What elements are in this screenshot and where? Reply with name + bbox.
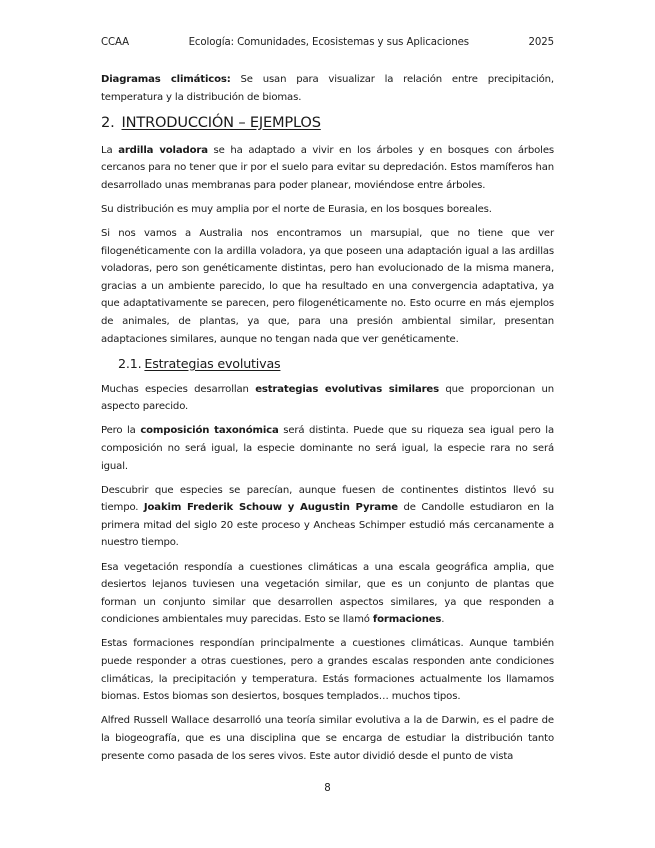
header-year: 2025 — [528, 37, 554, 48]
header-title: Ecología: Comunidades, Ecosistemas y sus Aplicaciones — [188, 37, 469, 48]
page-content — [101, 71, 554, 772]
intro-paragraph: Diagramas climáticos: Se usan para visualizar la relación entre precipitación, temperatura y la distribución de biomas. — [101, 74, 554, 103]
paragraph: Su distribución es muy amplia por el norte de Eurasia, en los bosques boreales. — [101, 203, 492, 215]
paragraph: Muchas especies desarrollan estrategias evolutivas similares que proporcionan un aspecto parecido. — [101, 383, 554, 413]
paragraph: Si nos vamos a Australia nos encontramos un marsupial, que no tiene que ver filogenéticamente con la ardilla voladora, ya que poseen una adaptación igual a las ardillas voladoras, pero son genéticamente distintas, pero han evolucionado de la misma manera, gracias a un ambiente parecido, lo que ha resultado en una convergencia adaptativa, ya que adaptativamente se parecen, pero filogenéticamente no. Esto ocurre en más ejemplos de animales, de plantas, ya que, para una presión ambiental similar, presentan adaptaciones similares, aunque no tengan nada que ver genéticamente. — [101, 228, 554, 345]
paragraph: La ardilla voladora se ha adaptado a vivir en los árboles y en bosques con árboles cercanos para no tener que ir por el suelo para evitar su depredación. Estos mamíferos han desarrollado unas membranas para poder planear, moviéndose entre árboles. — [101, 144, 554, 191]
paragraph: Alfred Russell Wallace desarrolló una teoría similar evolutiva a la de Darwin, es el padre de la biogeografía, que es una disciplina que se encarga de estudiar la distribución tanto presente como pasada de los seres vivos. Este autor dividió desde el punto de vista — [101, 715, 554, 762]
page-number: 8 — [324, 783, 331, 794]
paragraph: Descubrir que especies se parecían, aunque fuesen de continentes distintos llevó su tiempo. Joakim Frederik Schouw y Augustin Pyrame de Candolle estudiaron en la primera mitad del siglo 20 este proceso y Ancheas Schimper estudió más cercanamente a nuestro tiempo. — [101, 484, 554, 549]
section-heading-2: 2. INTRODUCCIÓN – EJEMPLOS — [101, 113, 321, 131]
paragraph: Esa vegetación respondía a cuestiones climáticas a una escala geográfica amplia, que desiertos lejanos tuviesen una vegetación similar, que es un conjunto de plantas que forman un conjunto similar que desarrollen aspectos similares, ya que responden a condiciones ambientales muy parecidas. Esto se llamó formaciones. — [101, 561, 554, 626]
paragraph: Estas formaciones respondían principalmente a cuestiones climáticas. Aunque también puede responder a otras cuestiones, pero a grandes escalas responden ante condiciones climáticas, la precipitación y temperatura. Estás formaciones actualmente los llamamos biomas. Estos biomas son desiertos, bosques templados… muchos tipos. — [101, 638, 554, 703]
page-header — [101, 37, 554, 48]
section-heading-2-1: 2.1. Estrategias evolutivas — [118, 355, 281, 371]
intro-bold: Diagramas climáticos: — [101, 74, 231, 85]
header-left: CCAA — [101, 37, 130, 48]
paragraph: Pero la composición taxonómica será distinta. Puede que su riqueza sea igual pero la composición no será igual, la especie dominante no será igual, la especie rara no será igual. — [101, 425, 554, 472]
